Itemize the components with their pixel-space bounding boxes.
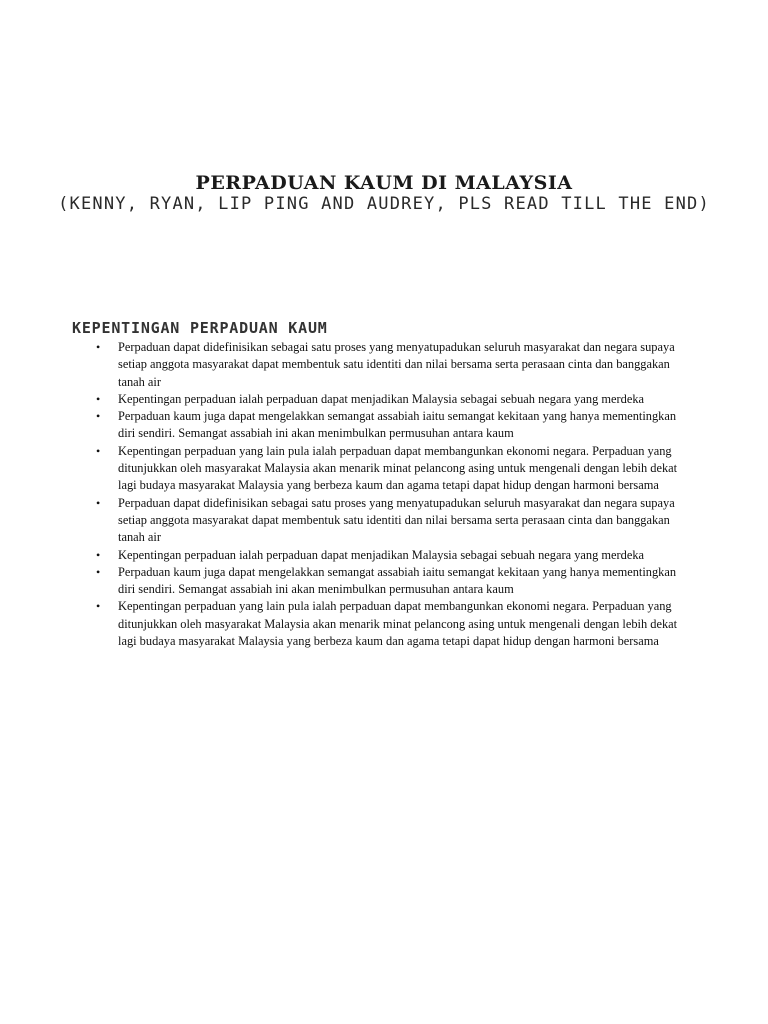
list-item [96, 495, 688, 547]
bullet-icon: • [96, 443, 101, 458]
bullet-list [96, 339, 688, 650]
list-item [96, 598, 688, 650]
section-heading: KEPENTINGAN PERPADUAN KAUM [72, 319, 328, 337]
bullet-icon: • [96, 564, 101, 579]
list-item [96, 391, 688, 408]
list-item-text: Perpaduan dapat didefinisikan sebagai satu proses yang menyatupadukan seluruh masyarakat dan negara supaya setiap anggota masyarakat dapat membentuk satu identiti dan nilai bersama serta perasaan cinta dan banggakan tanah air [118, 340, 675, 389]
list-item [96, 408, 688, 443]
bullet-icon: • [96, 409, 101, 424]
bullet-icon: • [96, 391, 101, 406]
bullet-icon: • [96, 547, 101, 562]
bullet-icon: • [96, 599, 101, 614]
bullet-icon: • [96, 495, 101, 510]
list-item-text: Kepentingan perpaduan yang lain pula ialah perpaduan dapat membangunkan ekonomi negara. Perpaduan yang ditunjukkan oleh masyarakat Malaysia akan menarik minat pelancong asing untuk mengenali dengan lebih dekat lagi budaya masyarakat Malaysia yang berbeza kaum dan agama tetapi dapat hidup dengan harmoni bersama [118, 599, 678, 649]
bullet-icon: • [96, 340, 101, 354]
list-item-text: Kepentingan perpaduan ialah perpaduan dapat menjadikan Malaysia sebagai sebuah negara yang merdeka [118, 391, 645, 406]
list-item-text: Perpaduan dapat didefinisikan sebagai satu proses yang menyatupadukan seluruh masyarakat dan negara supaya setiap anggota masyarakat dapat membentuk satu identiti dan nilai bersama serta perasaan cinta dan banggakan tanah air [118, 495, 675, 545]
list-item [96, 547, 688, 564]
list-item-text: Kepentingan perpaduan ialah perpaduan dapat menjadikan Malaysia sebagai sebuah negara yang merdeka [118, 547, 645, 562]
list-item-text: Perpaduan kaum juga dapat mengelakkan semangat assabiah iaitu semangat kekitaan yang hanya mementingkan diri sendiri. Semangat assabiah ini akan menimbulkan permusuhan antara kaum [118, 564, 677, 597]
list-item-text: Kepentingan perpaduan yang lain pula ialah perpaduan dapat membangunkan ekonomi negara. Perpaduan yang ditunjukkan oleh masyarakat Malaysia akan menarik minat pelancong asing untuk mengenali dengan lebih dekat lagi budaya masyarakat Malaysia yang berbeza kaum dan agama tetapi dapat hidup dengan harmoni bersama [118, 443, 678, 493]
list-item [96, 564, 688, 599]
list-item [96, 339, 688, 391]
list-item [96, 443, 688, 495]
document-subtitle: (KENNY, RYAN, LIP PING AND AUDREY, PLS READ TILL THE END) [58, 194, 710, 214]
list-item-text: Perpaduan kaum juga dapat mengelakkan semangat assabiah iaitu semangat kekitaan yang hanya mementingkan diri sendiri. Semangat assabiah ini akan menimbulkan permusuhan antara kaum [118, 409, 677, 441]
document-title: PERPADUAN KAUM DI MALAYSIA [195, 172, 573, 194]
